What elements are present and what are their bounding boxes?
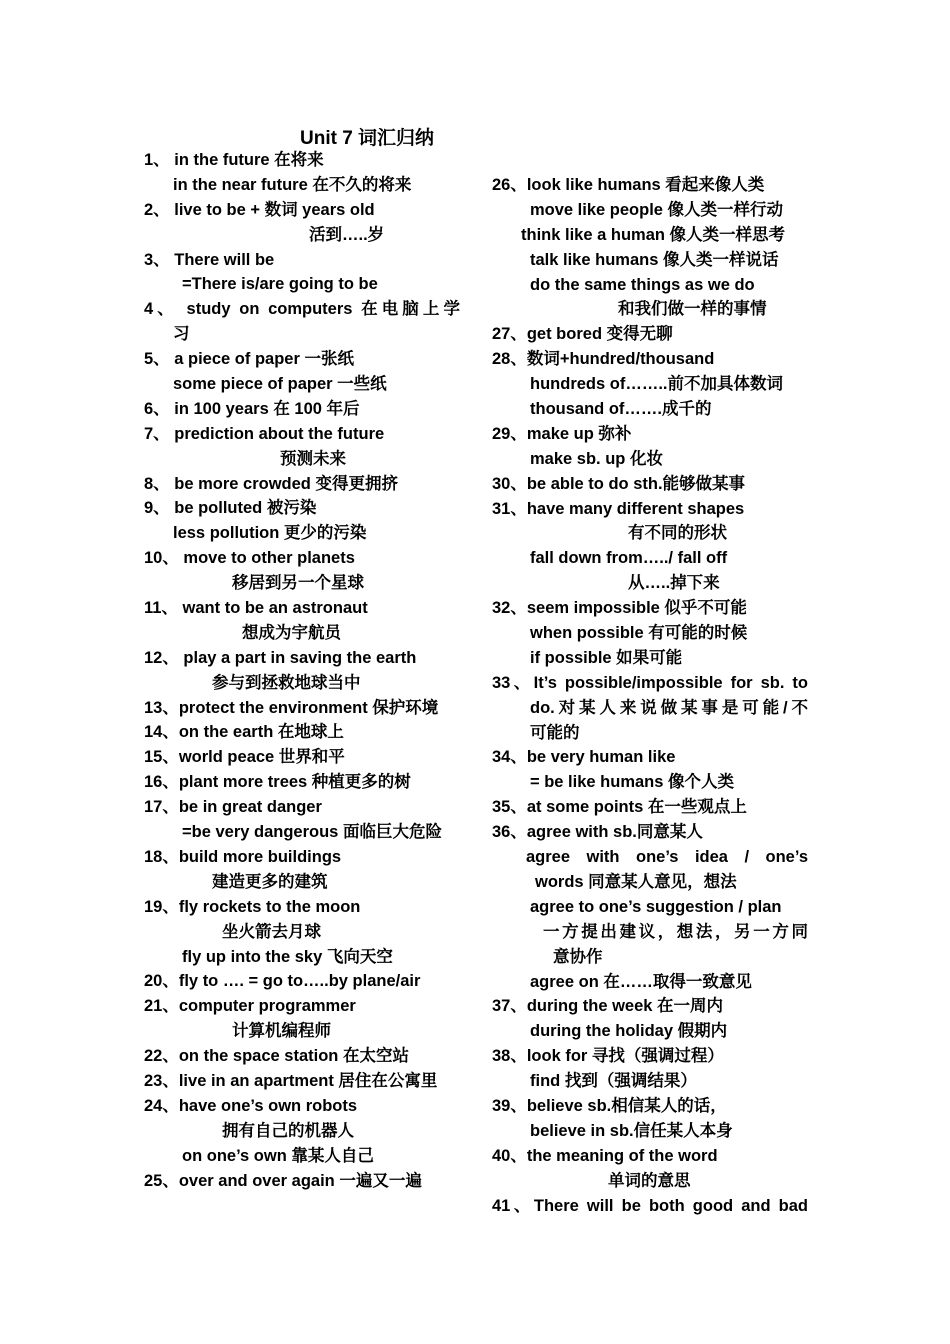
vocab-line: 32、seem impossible 似乎不可能	[492, 599, 747, 618]
vocab-line: do the same things as we do	[530, 275, 755, 294]
vocab-line: 38、look for 寻找（强调过程）	[492, 1047, 724, 1066]
vocab-line: less pollution 更少的污染	[173, 524, 367, 543]
vocab-line: words 同意某人意见，想法	[535, 872, 737, 891]
vocabulary-column-left	[144, 148, 460, 1193]
vocab-line: thousand of…….成千的	[530, 400, 712, 419]
vocab-line: 40、the meaning of the word	[492, 1146, 718, 1165]
vocab-line: some piece of paper 一些纸	[173, 375, 387, 394]
vocab-line: 27、get bored 变得无聊	[492, 325, 673, 344]
page-title: Unit 7 词汇归纳	[300, 128, 435, 149]
vocab-line: 预测未来	[280, 449, 346, 468]
vocab-line: 可能的	[530, 723, 580, 742]
vocab-line: 建造更多的建筑	[212, 872, 328, 891]
vocab-line: fly up into the sky 飞向天空	[182, 947, 393, 966]
vocab-line: 想成为宇航员	[242, 623, 341, 642]
vocab-line: 18、build more buildings	[144, 847, 342, 866]
vocab-line: 活到…..岁	[309, 225, 385, 244]
vocab-line: 意协作	[553, 947, 603, 966]
vocab-line: hundreds of……..前不加具体数词	[530, 375, 783, 394]
vocab-line: 12、 play a part in saving the earth	[144, 648, 417, 667]
vocab-line: when possible 有可能的时候	[530, 624, 748, 643]
vocab-line: 26、look like humans 看起来像人类	[492, 176, 765, 194]
vocab-line: during the holiday 假期内	[530, 1022, 728, 1041]
vocab-line: 单词的意思	[608, 1171, 691, 1190]
vocab-line: 习	[173, 325, 190, 344]
vocab-line: 11、 want to be an astronaut	[144, 599, 368, 618]
vocab-line: 24、have one’s own robots	[144, 1096, 358, 1115]
vocab-line: 2、 live to be + 数词 years old	[144, 200, 375, 219]
vocab-line: do.对某人来说做某事是可能/不	[530, 698, 808, 717]
vocab-line: find 找到（强调结果）	[530, 1072, 697, 1091]
vocab-line: 31、have many different shapes	[492, 499, 745, 518]
vocab-line: = be like humans 像个人类	[530, 773, 735, 792]
vocab-line: 一方提出建议，想法，另一方同	[543, 922, 808, 941]
vocab-line: in the near future 在不久的将来	[173, 175, 412, 194]
vocab-line: make sb. up 化妆	[530, 449, 663, 468]
vocab-line: =There is/are going to be	[182, 275, 378, 294]
vocab-line: 23、live in an apartment 居住在公寓里	[144, 1071, 438, 1090]
vocab-line: 5、 a piece of paper 一张纸	[144, 350, 354, 369]
vocabulary-column-right	[492, 173, 808, 1218]
vocab-line: agree with one’s idea / one’s	[526, 848, 808, 867]
vocab-line: 1、 in the future 在将来	[144, 151, 324, 169]
vocab-line: 15、world peace 世界和平	[144, 748, 345, 767]
vocab-line: if possible 如果可能	[530, 648, 683, 667]
vocab-line: fall down from…../ fall off	[530, 549, 728, 568]
vocab-line: agree on 在……取得一致意见	[530, 972, 752, 991]
vocab-line: 29、make up 弥补	[492, 424, 632, 443]
vocab-line: 有不同的形状	[628, 524, 727, 543]
vocab-line: talk like humans 像人类一样说话	[530, 250, 779, 269]
vocab-line: 和我们做一样的事情	[618, 300, 767, 319]
vocab-line: 35、at some points 在一些观点上	[492, 798, 747, 817]
vocab-line: 39、believe sb.相信某人的话，	[492, 1096, 727, 1115]
vocab-line: 移居到另一个星球	[232, 574, 364, 593]
vocab-line: on one’s own 靠某人自己	[182, 1146, 374, 1165]
vocab-line: 6、 in 100 years 在 100 年后	[144, 399, 360, 418]
vocab-line: 30、be able to do sth.能够做某事	[492, 474, 746, 493]
vocab-line: 参与到拯救地球当中	[212, 673, 361, 692]
vocab-line: 从…..掉下来	[628, 574, 720, 593]
vocab-line: 7、 prediction about the future	[144, 424, 385, 443]
vocab-line: 19、fly rockets to the moon	[144, 897, 361, 916]
vocab-line: 22、on the space station 在太空站	[144, 1047, 409, 1066]
vocab-line: 4、 study on computers 在电脑上学	[144, 300, 460, 319]
vocab-line: 14、on the earth 在地球上	[144, 723, 344, 742]
vocab-line: 10、 move to other planets	[144, 549, 355, 568]
vocab-line: 17、be in great danger	[144, 798, 322, 817]
vocab-line: agree to one’s suggestion / plan	[530, 897, 782, 916]
vocab-line: 25、over and over again 一遍又一遍	[144, 1171, 422, 1190]
vocab-line: 8、 be more crowded 变得更拥挤	[144, 474, 398, 493]
vocab-line: 计算机编程师	[232, 1022, 331, 1041]
vocab-line: 37、during the week 在一周内	[492, 997, 724, 1016]
vocab-line: think like a human 像人类一样思考	[521, 225, 786, 244]
vocab-line: 41、There will be both good and bad	[492, 1196, 808, 1215]
vocab-line: 20、fly to …. = go to…..by plane/air	[144, 972, 421, 991]
vocab-line: 坐火箭去月球	[222, 922, 321, 941]
vocab-line: 16、plant more trees 种植更多的树	[144, 773, 411, 792]
vocab-line: 3、 There will be	[144, 250, 275, 269]
vocab-line: =be very dangerous 面临巨大危险	[182, 823, 442, 842]
vocab-line: 13、protect the environment 保护环境	[144, 698, 439, 717]
vocab-line: believe in sb.信任某人本身	[530, 1121, 733, 1140]
vocab-line: 9、 be polluted 被污染	[144, 499, 317, 518]
vocab-line: 33、It’s possible/impossible for sb. to	[492, 673, 808, 692]
vocab-line: 34、be very human like	[492, 748, 676, 767]
vocab-line: 拥有自己的机器人	[222, 1121, 354, 1140]
vocab-line: 36、agree with sb.同意某人	[492, 823, 703, 842]
vocab-line: 28、数词+hundred/thousand	[492, 350, 715, 369]
vocab-line: 21、computer programmer	[144, 997, 356, 1016]
vocab-line: move like people 像人类一样行动	[530, 200, 784, 219]
